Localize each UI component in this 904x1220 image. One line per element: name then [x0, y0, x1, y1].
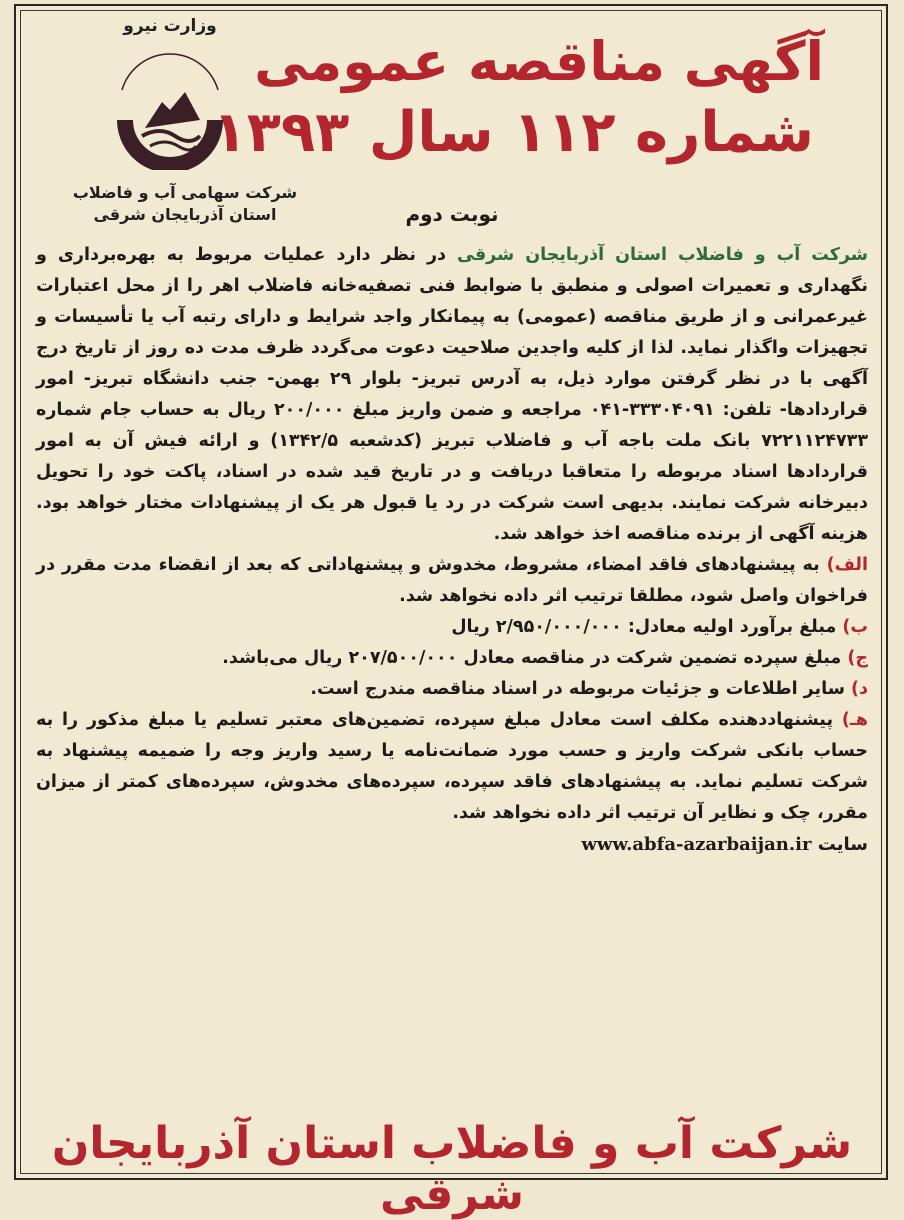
- tender-number: شماره ۱۱۲ سال ۱۳۹۳: [212, 100, 814, 165]
- intro-company-name: شرکت آب و فاضلاب استان آذربایجان شرقی: [457, 245, 868, 265]
- website-link[interactable]: www.abfa-azarbaijan.ir: [581, 834, 812, 855]
- company-name-line2: استان آذربایجان شرقی: [93, 205, 277, 224]
- water-drop-logo-icon: [100, 50, 240, 170]
- website-label: سایت: [817, 834, 868, 855]
- condition-e-label: هـ): [841, 710, 868, 730]
- condition-e-text: پیشنهاددهنده مکلف است معادل مبلغ سپرده، تضمین‌های معتبر تسلیم یا مبلغ مذکور را به حساب بانکی شرکت واریز و حسب مورد ضمانت‌نامه یا رسید واریز وجه را ضمیمه پیشنهاد به شرکت تسلیم نماید. به پیشنهادهای فاقد سپرده، سپرده‌های مخدوش، سپرده‌های کمتر از میزان مقرر، چک و نظایر آن ترتیب اثر داده نخواهد شد.: [36, 710, 868, 823]
- condition-b-text: مبلغ برآورد اولیه معادل: ۲/۹۵۰/۰۰۰/۰۰۰ ریال: [451, 617, 843, 637]
- ministry-name: وزارت نیرو: [123, 16, 217, 36]
- publication-round: نوبت دوم: [405, 202, 499, 226]
- condition-d: [36, 674, 868, 705]
- condition-b-label: ب): [842, 617, 868, 637]
- intro-text: در نظر دارد عملیات مربوط به بهره‌برداری و نگهداری و تعمیرات اصولی و منطبق با ضوابط فنی تصفیه‌خانه فاضلاب اهر را از محل اعتبارات غیرعمرانی و از طریق مناقصه (عمومی) به پیمانکار واجد شرایط و دارای رتبه آب یا تأسیسات و تجهیزات واگذار نماید. لذا از کلیه واجدین صلاحیت دعوت می‌گردد ظرف مدت ده روز از تاریخ درج آگهی با در نظر گرفتن موارد ذیل، به آدرس تبریز- بلوار ۲۹ بهمن- جنب دانشگاه تبریز- امور قراردادها- تلفن: ۳۳۳۰۴۰۹۱-۰۴۱ مراجعه و ضمن واریز مبلغ ۲۰۰/۰۰۰ ریال به حساب جام شماره ۷۲۲۱۱۲۴۷۳۳ بانک ملت باجه آب و فاضلاب تبریز (کدشعبه ۱۳۴۲/۵) و ارائه فیش آن به امور قراردادها اسناد مربوطه را متعاقبا دریافت و در تاریخ قید شده در اسناد، پاکت خود را تحویل دبیرخانه شرکت نمایند. بدیهی است شرکت در رد یا قبول هر یک از پیشنهادات مختار خواهد بود. هزینه آگهی از برنده مناقصه اخذ خواهد شد.: [36, 245, 869, 544]
- ad-body: [36, 240, 868, 860]
- website-line: [36, 829, 868, 860]
- intro-paragraph: [36, 240, 868, 550]
- condition-c-label: ج): [847, 648, 868, 668]
- company-name-line1: شرکت سهامی آب و فاضلاب: [72, 183, 298, 202]
- footer-company-name: شرکت آب و فاضلاب استان آذربایجان شرقی: [51, 1118, 853, 1220]
- condition-c: [36, 643, 868, 674]
- condition-c-text: مبلغ سپرده تضمین شرکت در مناقصه معادل ۲۰۷/۵۰۰/۰۰۰ ریال می‌باشد.: [222, 648, 848, 668]
- condition-b: [36, 612, 868, 643]
- condition-d-label: د): [851, 679, 868, 699]
- condition-a: [36, 550, 868, 612]
- condition-e: [36, 705, 868, 829]
- ad-title: آگهی مناقصه عمومی: [254, 30, 824, 93]
- condition-d-text: سایر اطلاعات و جزئیات مربوطه در اسناد مناقصه مندرج است.: [310, 679, 852, 699]
- condition-a-label: الف): [826, 555, 868, 575]
- condition-a-text: به پیشنهادهای فاقد امضاء، مشروط، مخدوش و پیشنهاداتی که بعد از انقضاء مدت مقرر در فراخوان واصل شود، مطلقا ترتیب اثر داده نخواهد شد.: [36, 555, 868, 606]
